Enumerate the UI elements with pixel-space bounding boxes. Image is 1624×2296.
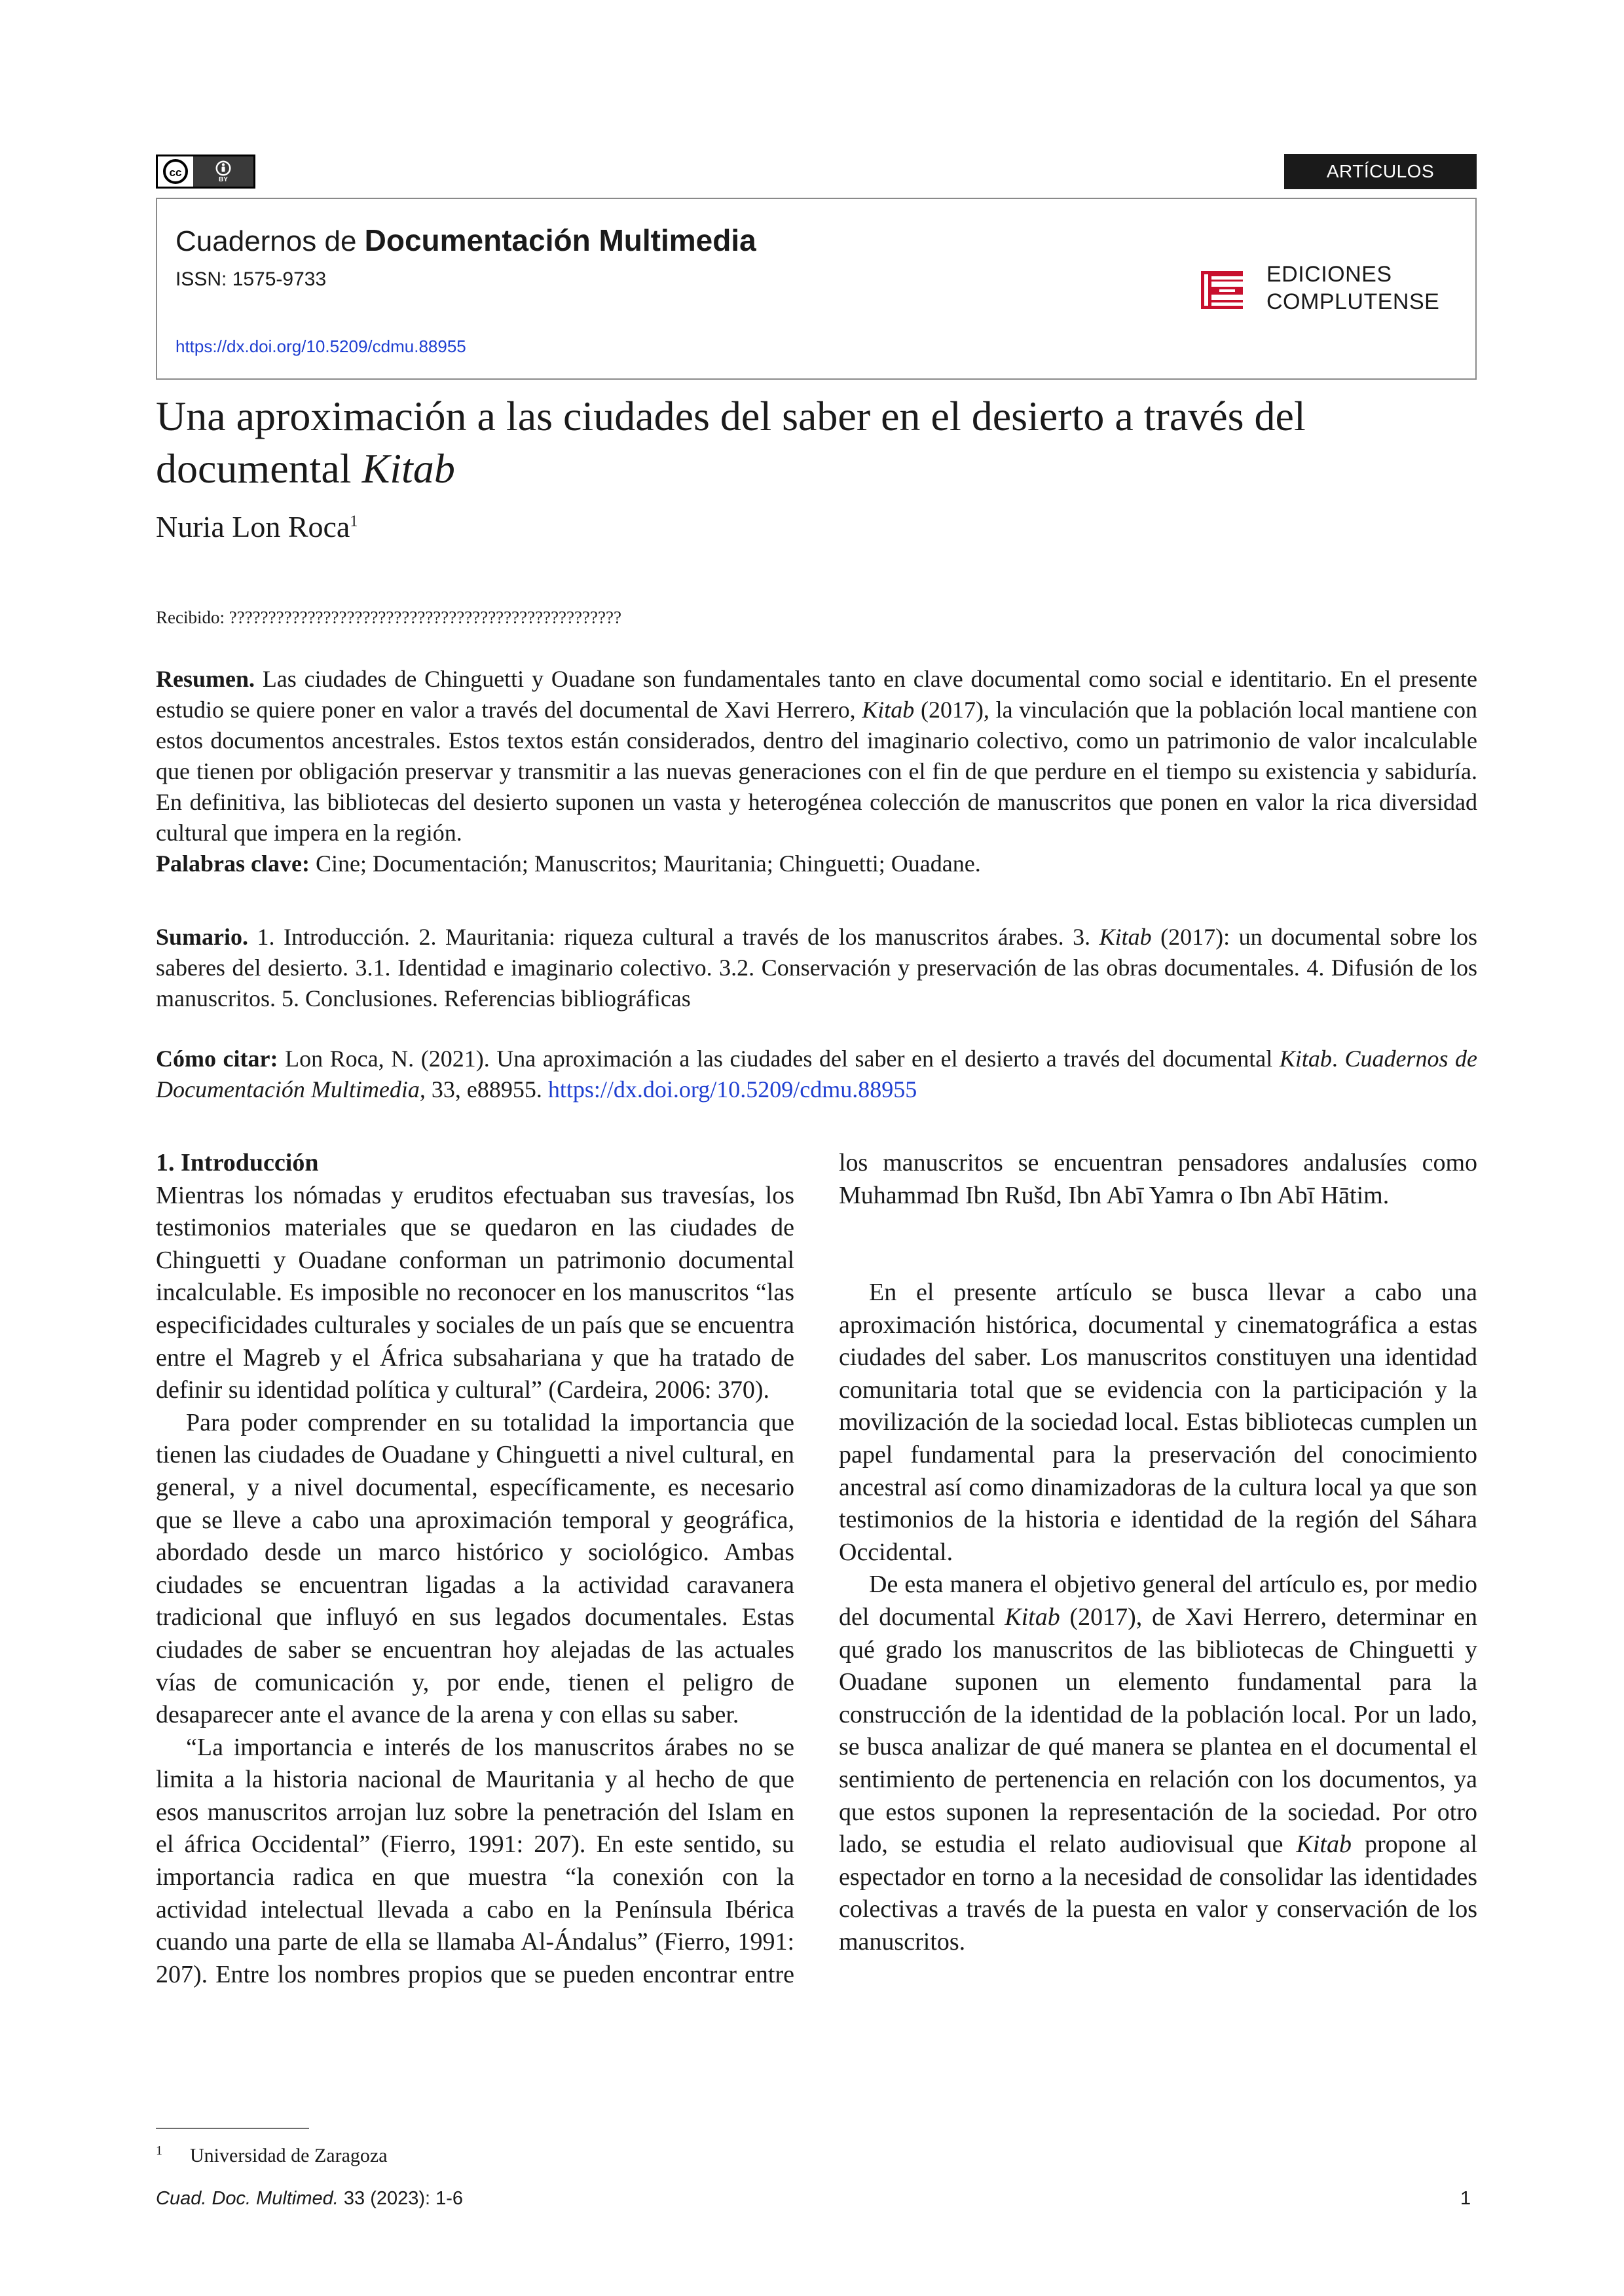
- citation-block: [156, 1044, 1477, 1105]
- abstract-paragraph: [156, 664, 1477, 848]
- article-title: [156, 390, 1485, 495]
- publisher-name-line1: EDICIONES: [1266, 262, 1392, 287]
- publisher-name-line2: COMPLUTENSE: [1266, 289, 1440, 314]
- citation-label: Cómo citar:: [156, 1046, 278, 1072]
- body-paragraph-3: “La importancia e interés de los manuscritos árabes no se limita a la historia nacional de Mauritania y al hecho de que esos manuscritos arrojan luz sobre la penetración del Islam en el áfrica Occidental” (Fierro, 1991: 207). En este sentido, su importancia radica en que muestra “la conexión con la actividad intelectual llevada a cabo en la Península Ibérica cuando una parte de ella se llamaba Al-Ándalus” (Fierro, 1991: 207). Entre los nombres propios que se pueden encontrar entre: [156, 1733, 794, 1988]
- body-paragraph-3-continued: los manuscritos se encuentran pensadores andalusíes como Muhammad Ibn Rušd, Ibn Abī Yamra o Ibn Abī Hātim.: [839, 1148, 1477, 1209]
- abstract-label: Resumen.: [156, 666, 255, 692]
- abstract-text-b: (2017), la vinculación que la población local mantiene con estos documentos ancestrales. Estos textos están considerados, dentro del imaginario colectivo, como un patrimonio de valor incalculable que tienen por obligación preservar y transmitir a las nuevas generaciones con el fin de que perdure en el tiempo su existencia y sabiduría. En definitiva, las bibliotecas del desierto suponen un vasta y heterogénea colección de manuscritos que ponen en valor la rica diversidad cultural que impera en la región.: [156, 697, 1477, 846]
- body-paragraph-5-c: propone al espectador en torno a la necesidad de consolidar las identidades colectivas a través de la puesta en valor y conservación de los manuscritos.: [839, 1831, 1477, 1956]
- footer-journal-abbr: Cuad. Doc. Multimed.: [156, 2188, 339, 2209]
- article-author: [156, 509, 358, 544]
- journal-title-bold: Documentación Multimedia: [364, 223, 756, 257]
- summary-label: Sumario.: [156, 924, 249, 950]
- running-footer: [156, 2188, 463, 2210]
- body-paragraph-5-italic-a: Kitab: [1005, 1603, 1060, 1631]
- publisher-name: [1266, 261, 1439, 316]
- journal-title: [175, 223, 756, 258]
- citation-text-a: Lon Roca, N. (2021). Una aproximación a las ciudades del saber en el desierto a través del documental: [278, 1046, 1280, 1072]
- footnote-text: Universidad de Zaragoza: [190, 2145, 388, 2166]
- body-paragraph-5-italic-b: Kitab: [1296, 1831, 1352, 1859]
- cc-by-license-badge: [156, 155, 255, 189]
- body-paragraph-1: Mientras los nómadas y eruditos efectuaban sus travesías, los testimonios materiales que se quedaron en las ciudades de Chinguetti y Ouadane conforman un patrimonio documental incalculable. Es imposible no reconocer en los manuscritos “las especificidades culturales y sociales de un país que se encuentra entre el Magreb y el África subsahariana y que ha tratado de definir su identidad política y cultural” (Cardeira, 2006: 370).: [156, 1181, 794, 1404]
- section-heading-introduccion: 1. Introducción: [156, 1149, 319, 1176]
- section-tag: ARTÍCULOS: [1284, 154, 1477, 189]
- article-title-italic: Kitab: [361, 445, 455, 492]
- keywords-paragraph: [156, 848, 1477, 879]
- journal-issn: ISSN: 1575-9733: [175, 268, 327, 290]
- svg-text:cc: cc: [169, 166, 182, 179]
- author-footnote-marker[interactable]: 1: [350, 513, 358, 530]
- summary-text-b: (2017): un documental sobre los saberes del desierto. 3.1. Identidad e imaginario colectivo. 3.2. Conservación y preservación de las obras documentales. 4. Difusión de los manuscritos. 5. Conclusiones. Referencias bibliográficas: [156, 924, 1477, 1011]
- body-paragraph-5-a: De esta manera el objetivo general del artículo es, por medio del documental: [839, 1571, 1477, 1631]
- summary-text-italic: Kitab: [1099, 924, 1152, 950]
- author-name: Nuria Lon Roca: [156, 510, 350, 543]
- body-paragraph-5: [839, 1569, 1477, 1958]
- received-date: Recibido: ??????????????????????????????????????????????????: [156, 608, 621, 627]
- body-column-left: [156, 1147, 794, 1990]
- footnote-number: 1: [156, 2143, 162, 2158]
- summary-text-a: 1. Introducción. 2. Mauritania: riqueza cultural a través de los manuscritos árabes. 3.: [248, 924, 1099, 950]
- citation-doi-link[interactable]: https://dx.doi.org/10.5209/cdmu.88955: [547, 1076, 917, 1102]
- citation-text-italic-a: Kitab: [1279, 1046, 1332, 1072]
- footnote-divider: [156, 2128, 309, 2129]
- citation-journal-italic: Cuadernos de Documentación Multimedia,: [156, 1046, 1477, 1102]
- keywords-label: Palabras clave:: [156, 850, 310, 877]
- attribution-person-icon: [215, 160, 232, 177]
- footer-volume-pages: 33 (2023): 1-6: [338, 2188, 464, 2209]
- journal-title-prefix: Cuadernos de: [175, 225, 365, 257]
- footnote: [156, 2143, 388, 2167]
- body-paragraph-2: Para poder comprender en su totalidad la importancia que tienen las ciudades de Ouadane y Chinguetti a nivel cultural, en general, y a nivel documental, específicamente, es necesario que se lleve a cabo una aproximación temporal y geográfica, abordado desde un marco histórico y sociológico. Ambas ciudades se encuentran ligadas a la actividad caravanera tradicional que influyó en sus legados documentales. Estas ciudades de saber se encuentran hoy alejadas de las actuales vías de comunicación y, por ende, tienen el peligro de desaparecer ante el avance de la arena y con ellas su saber.: [156, 1408, 794, 1729]
- article-title-main: Una aproximación a las ciudades del saber en el desierto a través del documental: [156, 393, 1306, 492]
- creative-commons-icon: [158, 156, 193, 187]
- keywords-text: Cine; Documentación; Manuscritos; Mauritania; Chinguetti; Ouadane.: [309, 850, 981, 877]
- citation-text-b: .: [1331, 1046, 1345, 1072]
- abstract-block: [156, 664, 1477, 879]
- publisher-logo-icon: [1198, 268, 1246, 315]
- page-number: 1: [1460, 2188, 1471, 2209]
- summary-block: [156, 922, 1477, 1014]
- body-paragraph-5-b: (2017), de Xavi Herrero, determinar en qué grado los manuscritos de las bibliotecas de Chinguetti y Ouadane suponen un elemento fundamental para la construcción de la identidad de la población local. Por un lado, se busca analizar de qué manera se plantea en el documental el sentimiento de pertenencia en relación con los documentos, ya que estos suponen la representación de la sociedad. Por otro lado, se estudia el relato audiovisual que: [839, 1603, 1477, 1859]
- citation-text-c: 33, e88955.: [425, 1076, 548, 1102]
- abstract-text-italic: Kitab: [862, 697, 915, 723]
- abstract-text-a: Las ciudades de Chinguetti y Ouadane son fundamentales tanto en clave documental como social e identitario. En el presente estudio se quiere poner en valor a través del documental de Xavi Herrero,: [156, 666, 1477, 723]
- body-column-right: [839, 1147, 1477, 1958]
- body-paragraph-4: En el presente artículo se busca llevar a cabo una aproximación histórica, documental y cinematográfica a estas ciudades del saber. Los manuscritos constituyen una identidad comunitaria total que se evidencia con la participación y la movilización de la sociedad local. Estas bibliotecas cumplen un papel fundamental para la preservación del conocimiento ancestral así como dinamizadoras de la cultura local ya que son testimonios de la historia e identidad de la región del Sáhara Occidental.: [839, 1279, 1477, 1566]
- license-by-label: BY: [219, 176, 228, 183]
- journal-doi-link[interactable]: https://dx.doi.org/10.5209/cdmu.88955: [175, 337, 466, 356]
